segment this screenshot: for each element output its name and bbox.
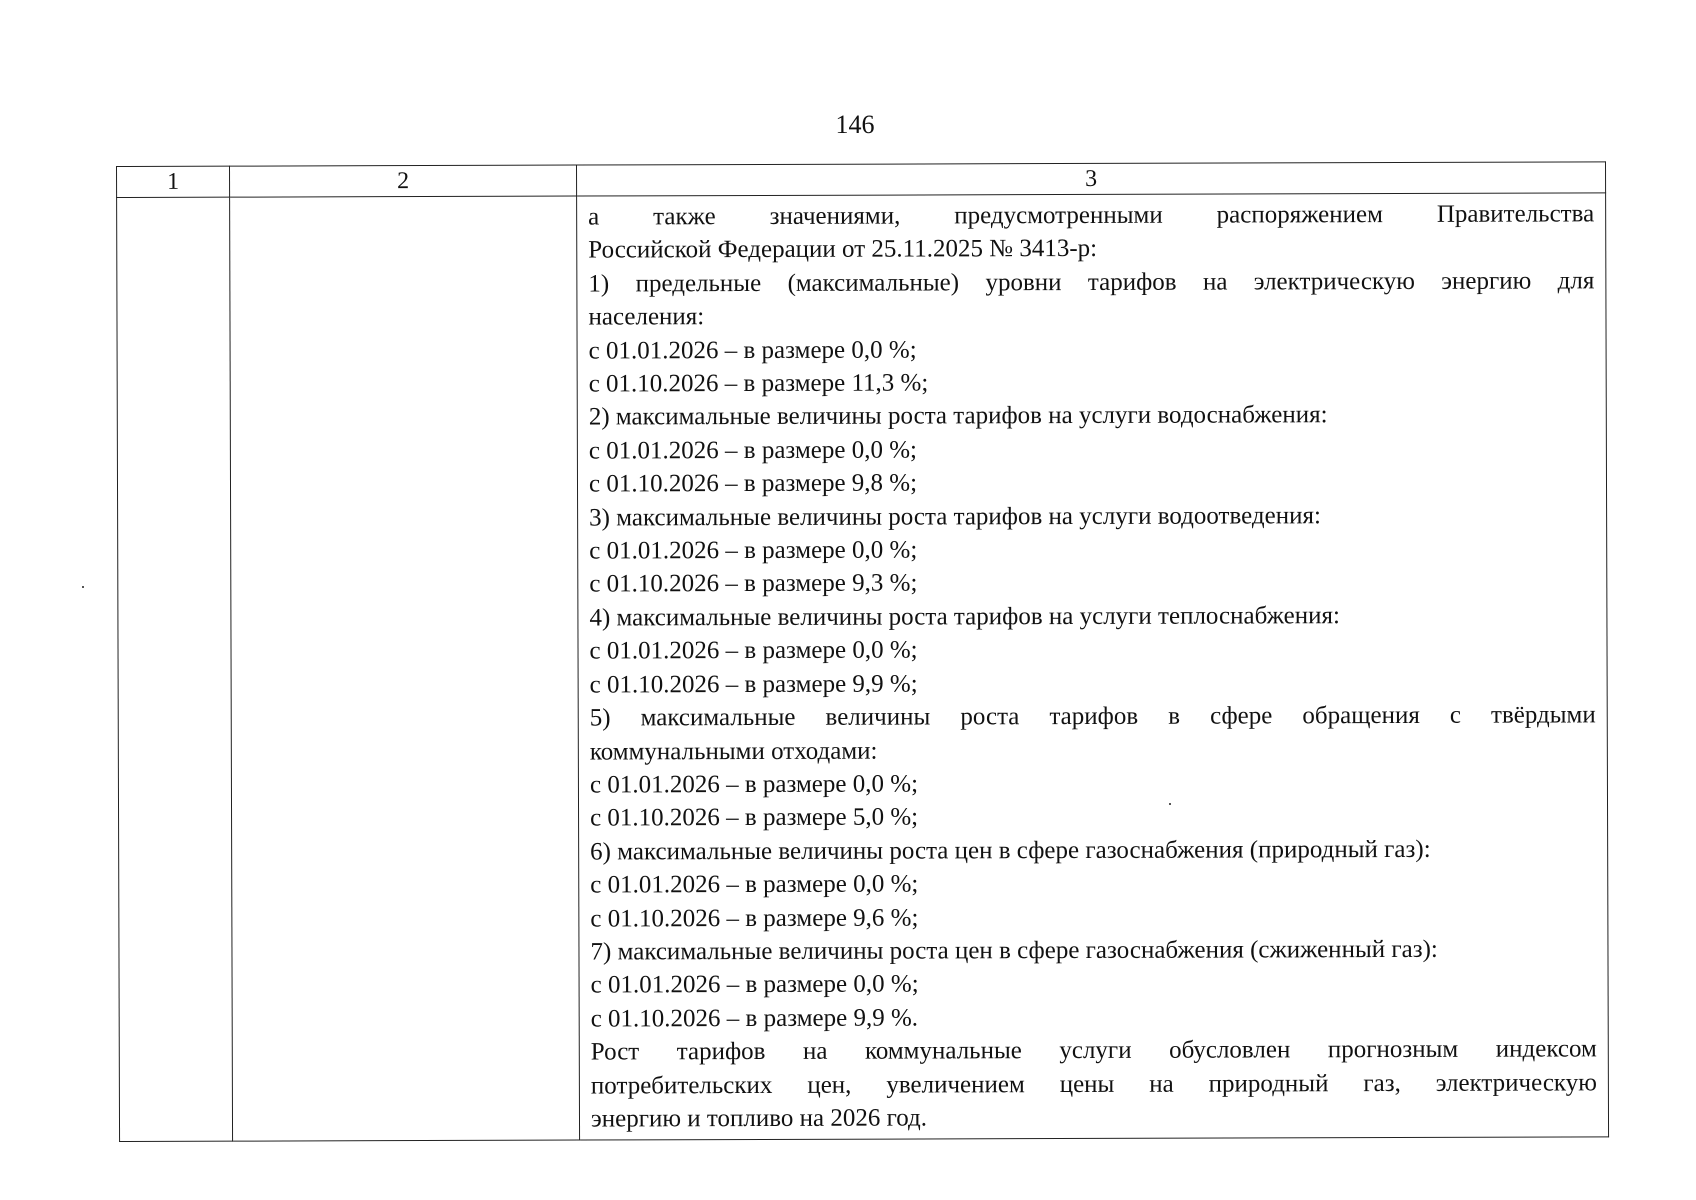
- conclusion-line: энергию и топливо на 2026 год.: [590, 1104, 928, 1133]
- rate-line: с 01.01.2026 – в размере 0,0 %;: [588, 336, 917, 365]
- scan-speck: [82, 586, 84, 588]
- item-heading: 4) максимальные величины роста тарифов на услуги теплоснабжения:: [589, 602, 1340, 632]
- cell-column-3: [577, 193, 1609, 1141]
- item-heading: 3) максимальные величины роста тарифов на услуги водоотведения:: [589, 501, 1321, 532]
- item-heading: 7) максимальные величины роста цен в сфере газоснабжения (сжиженный газ):: [590, 935, 1438, 966]
- rate-line: с 01.10.2026 – в размере 9,9 %.: [590, 1004, 919, 1033]
- table-header-row: [117, 162, 1606, 198]
- tariff-item-6: [590, 832, 1596, 935]
- item-heading: 2) максимальные величины роста тарифов на услуги водоснабжения:: [588, 401, 1328, 431]
- page-number: 146: [835, 110, 875, 139]
- rate-line: с 01.01.2026 – в размере 0,0 %;: [588, 436, 918, 465]
- intro-text-line: Российской Федерации от 25.11.2025 № 3413-р:: [588, 235, 1098, 264]
- item-heading-continued: коммунальными отходами:: [589, 737, 878, 766]
- rate-line: с 01.01.2026 – в размере 0,0 %;: [590, 870, 919, 899]
- rate-line: с 01.01.2026 – в размере 0,0 %;: [589, 636, 918, 665]
- item-heading: 1) предельные (максимальные) уровни тарифов на электрическую энергию для: [588, 267, 1595, 298]
- rate-line: с 01.01.2026 – в размере 0,0 %;: [589, 536, 918, 565]
- rate-line: с 01.10.2026 – в размере 9,6 %;: [590, 904, 919, 933]
- item-heading: 5) максимальные величины роста тарифов в сфере обращения с твёрдыми: [589, 701, 1596, 732]
- intro-text-line: а также значениями, предусмотренными распоряжением Правительства: [588, 200, 1595, 231]
- tariff-item-1: [588, 264, 1594, 401]
- tariff-item-2: [589, 398, 1595, 501]
- tariff-item-4: [589, 598, 1595, 701]
- tariff-table: [116, 161, 1609, 1142]
- column-header-2: 2: [230, 165, 577, 197]
- table-row: [117, 193, 1609, 1142]
- rate-line: с 01.10.2026 – в размере 9,3 %;: [589, 569, 918, 598]
- conclusion-line: Рост тарифов на коммунальные услуги обусловлен прогнозным индексом: [590, 1035, 1597, 1066]
- rate-line: с 01.10.2026 – в размере 11,3 %;: [588, 369, 929, 398]
- cell-column-2: [230, 196, 580, 1141]
- column-header-3: 3: [576, 162, 1605, 196]
- rate-line: с 01.10.2026 – в размере 9,8 %;: [588, 469, 918, 498]
- rate-line: с 01.01.2026 – в размере 0,0 %;: [589, 770, 919, 799]
- conclusion-paragraph: [591, 1033, 1597, 1136]
- cell-column-1: [117, 197, 233, 1142]
- item-heading: 6) максимальные величины роста цен в сфере газоснабжения (природный газ):: [590, 835, 1431, 866]
- tariff-item-3: [589, 498, 1595, 601]
- rate-line: с 01.10.2026 – в размере 9,9 %;: [589, 670, 918, 699]
- rate-line: с 01.01.2026 – в размере 0,0 %;: [590, 970, 919, 999]
- conclusion-line: потребительских цен, увеличением цены на природный газ, электрическую: [590, 1068, 1597, 1100]
- tariff-item-5: [590, 698, 1596, 835]
- tariff-item-7: [590, 932, 1596, 1035]
- item-heading-continued: населения:: [588, 303, 705, 331]
- column-header-1: 1: [117, 166, 230, 197]
- scan-speck: [1169, 803, 1171, 805]
- rate-line: с 01.10.2026 – в размере 5,0 %;: [590, 803, 919, 832]
